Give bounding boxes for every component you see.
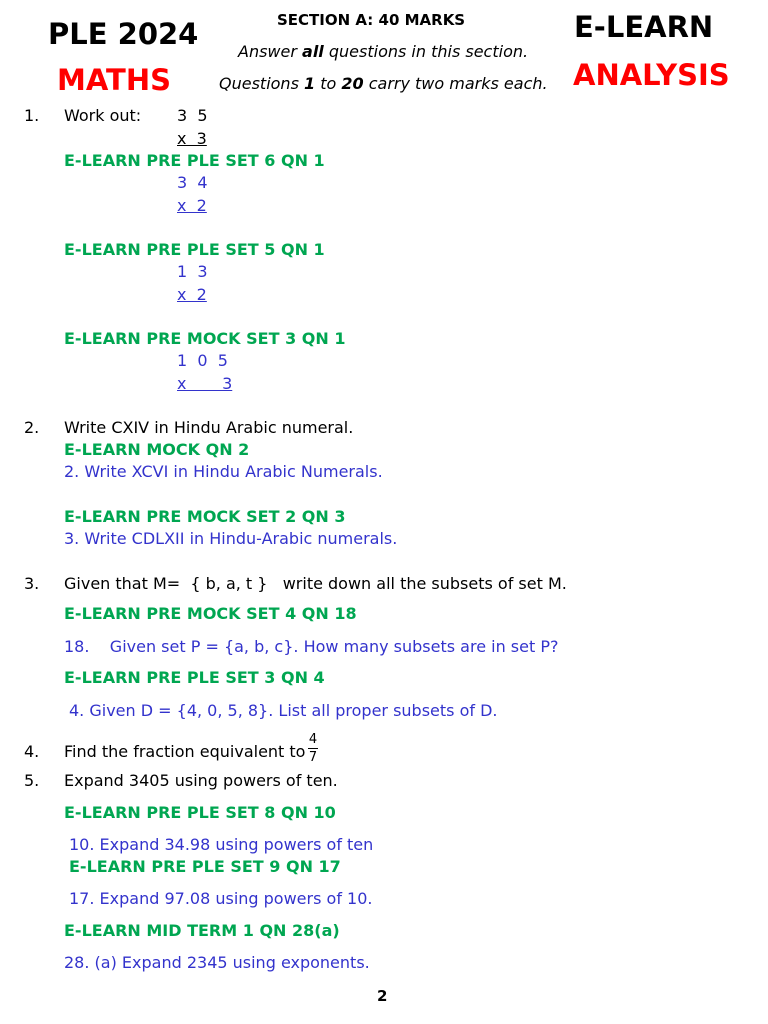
q1-ref2-line1: 1 3 [177, 262, 208, 281]
instr2-e: carry two marks each. [363, 74, 548, 93]
q2-ref1-text: 2. Write XCVI in Hindu Arabic Numerals. [64, 462, 383, 481]
instruction-line-2 [219, 76, 548, 92]
q5-ref1: E-LEARN PRE PLE SET 8 QN 10 [64, 803, 336, 822]
q1-ref1-line2: x 2 [177, 196, 207, 215]
q2-number: 2. [24, 418, 40, 437]
q5-ref2-text: 17. Expand 97.08 using powers of 10. [69, 889, 373, 908]
q3-ref1: E-LEARN PRE MOCK SET 4 QN 18 [64, 604, 357, 623]
instr2-a: Questions [219, 74, 304, 93]
q3-number: 3. [24, 574, 40, 593]
q1-text: Work out: [64, 106, 142, 125]
q1-ref3-line2: x 3 [177, 374, 233, 393]
q1-line1: 3 5 [177, 106, 208, 125]
q1-ref3-line1: 1 0 5 [177, 351, 228, 370]
q5-number: 5. [24, 771, 40, 790]
subject-title: MATHS [57, 63, 171, 97]
instruction-line-1 [238, 44, 528, 60]
exam-title: PLE 2024 [48, 17, 199, 51]
instr1-b: all [302, 42, 324, 61]
q1-ref3: E-LEARN PRE MOCK SET 3 QN 1 [64, 329, 346, 348]
q3-text: Given that M= { b, a, t } write down all the subsets of set M. [64, 574, 567, 593]
q1-ref2: E-LEARN PRE PLE SET 5 QN 1 [64, 240, 325, 259]
q3-ref1-text: 18. Given set P = {a, b, c}. How many subsets are in set P? [64, 637, 559, 656]
q2-ref2-text: 3. Write CDLXII in Hindu-Arabic numerals. [64, 529, 398, 548]
q2-ref2: E-LEARN PRE MOCK SET 2 QN 3 [64, 507, 346, 526]
q4-denominator: 7 [308, 750, 318, 765]
fraction-bar [308, 748, 318, 749]
instr2-b: 1 [303, 74, 316, 93]
brand-title: E-LEARN [574, 10, 714, 44]
q4-text: Find the fraction equivalent to [64, 742, 306, 761]
q5-ref3-text: 28. (a) Expand 2345 using exponents. [64, 953, 370, 972]
q3-ref2: E-LEARN PRE PLE SET 3 QN 4 [64, 668, 325, 687]
instr1-c: questions in this section. [323, 42, 529, 61]
q4-numerator: 4 [308, 732, 318, 747]
page-number: 2 [377, 987, 388, 1005]
q2-ref1: E-LEARN MOCK QN 2 [64, 440, 250, 459]
q1-ref1: E-LEARN PRE PLE SET 6 QN 1 [64, 151, 325, 170]
q5-text: Expand 3405 using powers of ten. [64, 771, 338, 790]
instr1-a: Answer [238, 42, 303, 61]
instr2-c: to [315, 74, 342, 93]
q5-ref2: E-LEARN PRE PLE SET 9 QN 17 [69, 857, 341, 876]
q3-ref2-text: 4. Given D = {4, 0, 5, 8}. List all proper subsets of D. [69, 701, 498, 720]
q5-ref1-text: 10. Expand 34.98 using powers of ten [69, 835, 374, 854]
analysis-title: ANALYSIS [573, 58, 730, 92]
q5-ref3: E-LEARN MID TERM 1 QN 28(a) [64, 921, 340, 940]
q4-number: 4. [24, 742, 40, 761]
section-heading: SECTION A: 40 MARKS [277, 11, 466, 29]
q1-ref2-line2: x 2 [177, 285, 207, 304]
q1-number: 1. [24, 106, 40, 125]
q1-line2: x 3 [177, 129, 207, 148]
q4-fraction [308, 733, 318, 764]
q1-ref1-line1: 3 4 [177, 173, 208, 192]
instr2-d: 20 [341, 74, 364, 93]
q2-text: Write CXIV in Hindu Arabic numeral. [64, 418, 354, 437]
